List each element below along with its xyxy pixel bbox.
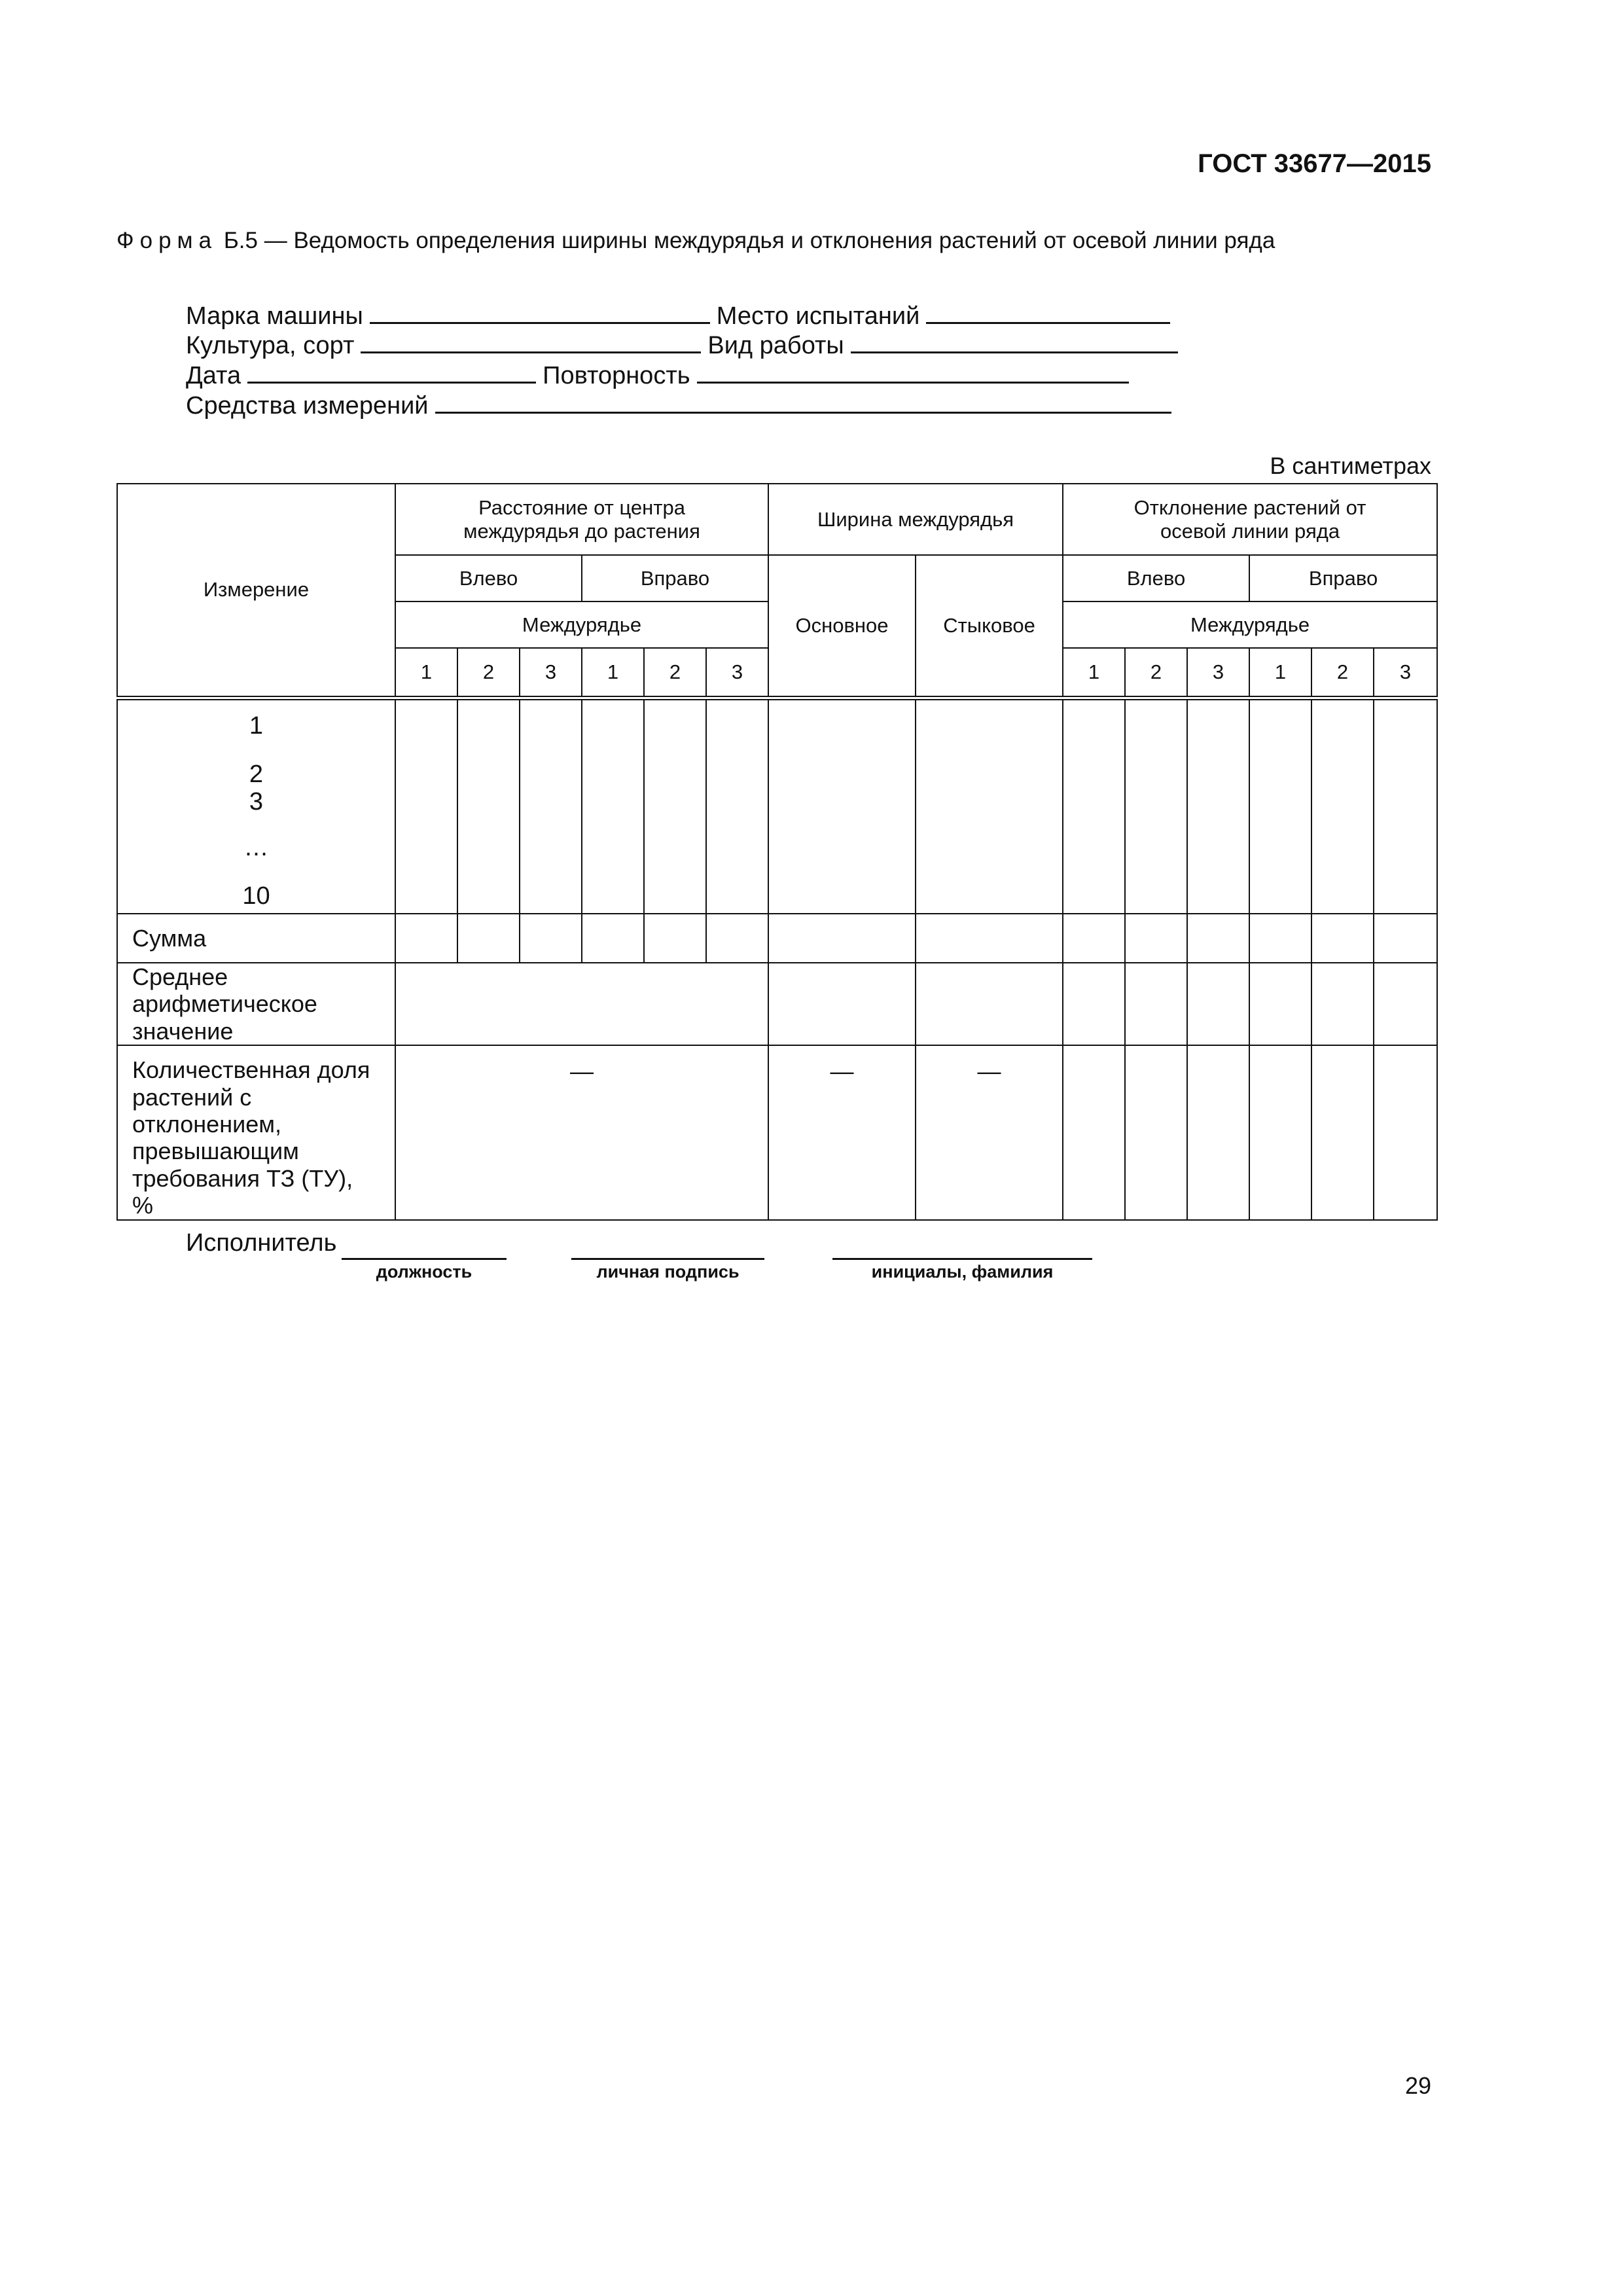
data-cell[interactable] — [644, 914, 706, 963]
standard-number: ГОСТ 33677—2015 — [1198, 149, 1431, 178]
data-cell[interactable] — [1311, 1045, 1374, 1219]
field-instruments-line[interactable] — [435, 389, 1171, 414]
field-date-label: Дата — [186, 362, 241, 389]
executor-label: Исполнитель — [186, 1229, 337, 1257]
col-number: 3 — [706, 648, 768, 698]
data-cell[interactable] — [395, 963, 768, 1045]
field-machine-label: Марка машины — [186, 302, 363, 330]
units-note: В сантиметрах — [1270, 452, 1431, 479]
position-line[interactable] — [342, 1258, 507, 1260]
data-cell[interactable] — [1125, 914, 1187, 963]
data-cell[interactable] — [1374, 914, 1437, 963]
data-cell[interactable] — [1249, 1045, 1311, 1219]
field-work-line[interactable] — [851, 329, 1178, 353]
name-line[interactable] — [832, 1258, 1092, 1260]
group-distance-header: Расстояние от центра междурядья до растения — [395, 484, 768, 555]
data-cell[interactable] — [1311, 698, 1374, 914]
data-cell[interactable] — [706, 698, 768, 914]
col-number: 2 — [457, 648, 520, 698]
measurement-number: 3 — [249, 787, 264, 816]
width-joint-header: Стыковое — [916, 555, 1063, 698]
dash-cell: — — [768, 1045, 916, 1219]
data-cell[interactable] — [644, 698, 706, 914]
data-cell[interactable] — [582, 698, 644, 914]
data-cell[interactable] — [1125, 963, 1187, 1045]
data-cell[interactable] — [1249, 698, 1311, 914]
field-machine-line[interactable] — [370, 300, 710, 324]
name-caption: инициалы, фамилия — [871, 1262, 1054, 1282]
data-cell[interactable] — [1374, 698, 1437, 914]
field-crop-line[interactable] — [361, 329, 701, 353]
dash-cell: — — [916, 1045, 1063, 1219]
col-number: 1 — [395, 648, 457, 698]
dash-cell: — — [395, 1045, 768, 1219]
page-number: 29 — [1404, 2072, 1431, 2099]
data-table — [116, 483, 1438, 1221]
data-cell[interactable] — [520, 914, 582, 963]
col-number: 1 — [1249, 648, 1311, 698]
data-cell[interactable] — [457, 914, 520, 963]
measurement-number: 1 — [249, 711, 264, 740]
group-width-header: Ширина междурядья — [768, 484, 1063, 555]
width-main-header: Основное — [768, 555, 916, 698]
measurement-number: 2 — [249, 760, 264, 788]
deviation-interrow-header: Междурядье — [1063, 601, 1437, 648]
signature-line[interactable] — [571, 1258, 764, 1260]
data-cell[interactable] — [1249, 914, 1311, 963]
position-caption: должность — [376, 1262, 473, 1282]
field-place-label: Место испытаний — [716, 302, 920, 330]
data-cell[interactable] — [1249, 963, 1311, 1045]
data-cell[interactable] — [1374, 1045, 1437, 1219]
col-number: 3 — [1374, 648, 1437, 698]
data-cell[interactable] — [1125, 1045, 1187, 1219]
field-row-date — [186, 359, 1135, 390]
data-cell[interactable] — [582, 914, 644, 963]
data-cell[interactable] — [1187, 963, 1249, 1045]
data-cell[interactable] — [916, 698, 1063, 914]
form-number: Б.5 — [223, 228, 258, 253]
signature-caption: личная подпись — [596, 1262, 740, 1282]
col-number: 2 — [1311, 648, 1374, 698]
col-number: 3 — [1187, 648, 1249, 698]
measurement-number: … — [243, 833, 269, 861]
data-cell[interactable] — [916, 963, 1063, 1045]
distance-right-header: Вправо — [582, 555, 768, 601]
col-number: 2 — [644, 648, 706, 698]
distance-interrow-header: Междурядье — [395, 601, 768, 648]
data-cell[interactable] — [1187, 1045, 1249, 1219]
col-number: 2 — [1125, 648, 1187, 698]
data-cell[interactable] — [395, 914, 457, 963]
field-date-line[interactable] — [247, 359, 536, 384]
data-cell[interactable] — [1187, 914, 1249, 963]
data-cell[interactable] — [395, 698, 457, 914]
data-cell[interactable] — [1374, 963, 1437, 1045]
data-cell[interactable] — [768, 963, 916, 1045]
col-number: 1 — [1063, 648, 1125, 698]
measurement-number: 10 — [242, 882, 270, 910]
field-row-instruments — [186, 389, 1178, 420]
field-work-label: Вид работы — [707, 332, 844, 359]
data-cell[interactable] — [1063, 698, 1125, 914]
distance-left-header: Влево — [395, 555, 582, 601]
data-cell[interactable] — [1187, 698, 1249, 914]
col-measure-header: Измерение — [117, 484, 395, 698]
data-cell[interactable] — [1125, 698, 1187, 914]
form-title-text: — Ведомость определения ширины междурядья и отклонения растений от осевой линии ряда — [264, 228, 1275, 253]
field-repeat-line[interactable] — [697, 359, 1129, 384]
col-number: 1 — [582, 648, 644, 698]
col-number: 3 — [520, 648, 582, 698]
field-instruments-label: Средства измерений — [186, 392, 429, 420]
field-place-line[interactable] — [926, 300, 1170, 324]
deviation-left-header: Влево — [1063, 555, 1249, 601]
data-cell[interactable] — [520, 698, 582, 914]
data-cell[interactable] — [457, 698, 520, 914]
group-deviation-header: Отклонение растений от осевой линии ряда — [1063, 484, 1437, 555]
form-prefix: Форма — [116, 228, 218, 253]
data-cell[interactable] — [916, 914, 1063, 963]
data-cell[interactable] — [1063, 1045, 1125, 1219]
field-row-crop — [186, 329, 1185, 360]
field-row-machine — [186, 300, 1177, 331]
data-cell[interactable] — [1311, 963, 1374, 1045]
field-repeat-label: Повторность — [543, 362, 690, 389]
row-sum-label: Сумма — [117, 914, 395, 963]
form-title — [116, 228, 1275, 254]
data-cell[interactable] — [706, 914, 768, 963]
data-cell[interactable] — [768, 914, 916, 963]
data-cell[interactable] — [1063, 963, 1125, 1045]
field-crop-label: Культура, сорт — [186, 332, 355, 359]
deviation-right-header: Вправо — [1249, 555, 1437, 601]
row-share-label: Количественная доля растений с отклонением, превышающим требования ТЗ (ТУ), % — [117, 1045, 395, 1219]
row-mean-label: Среднее арифметическое значение — [117, 963, 395, 1045]
measurement-numbers — [117, 698, 395, 914]
data-cell[interactable] — [1063, 914, 1125, 963]
data-cell[interactable] — [768, 698, 916, 914]
data-cell[interactable] — [1311, 914, 1374, 963]
